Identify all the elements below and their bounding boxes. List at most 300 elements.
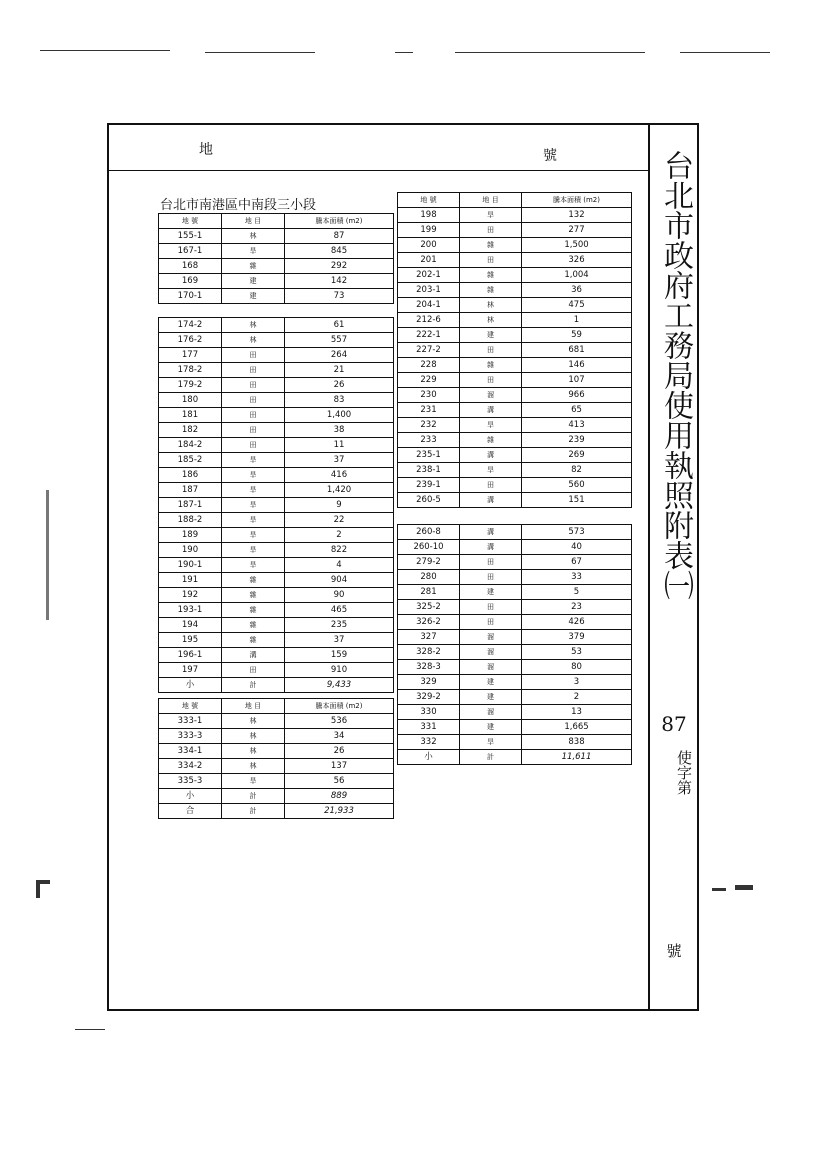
land-category-cell: 田 <box>460 600 522 615</box>
land-category-cell: 雜 <box>222 618 285 633</box>
area-cell: 61 <box>285 318 394 333</box>
land-table-a <box>158 213 394 304</box>
area-cell: 65 <box>522 403 632 418</box>
table-row <box>159 558 394 573</box>
area-cell: 426 <box>522 615 632 630</box>
area-cell: 67 <box>522 555 632 570</box>
lot-number-cell: 334-1 <box>159 744 222 759</box>
scan-artifact-line <box>455 52 645 53</box>
subtotal-row <box>398 750 632 765</box>
area-cell: 681 <box>522 343 632 358</box>
table-row <box>398 630 632 645</box>
table-row <box>159 438 394 453</box>
land-category-cell: 田 <box>222 408 285 423</box>
col-header-category: 地 目 <box>222 699 285 714</box>
land-category-cell: 旱 <box>222 543 285 558</box>
table-row <box>398 720 632 735</box>
license-number: 87 <box>661 712 687 736</box>
land-category-cell: 林 <box>222 318 285 333</box>
area-cell: 966 <box>522 388 632 403</box>
scan-artifact-mark <box>46 490 49 620</box>
area-cell: 838 <box>522 735 632 750</box>
area-cell: 33 <box>522 570 632 585</box>
table-row <box>398 373 632 388</box>
lot-number-cell: 小 <box>159 789 222 804</box>
area-cell: 80 <box>522 660 632 675</box>
table-row <box>398 690 632 705</box>
lot-number-cell: 227-2 <box>398 343 460 358</box>
license-suffix: 號 <box>666 942 682 960</box>
land-category-cell: 田 <box>460 343 522 358</box>
lot-number-cell: 228 <box>398 358 460 373</box>
land-category-cell: 旱 <box>222 513 285 528</box>
table-row <box>159 333 394 348</box>
col-header-lot: 地 號 <box>159 699 222 714</box>
land-category-cell: 計 <box>460 750 522 765</box>
area-cell: 1,500 <box>522 238 632 253</box>
table-row <box>398 298 632 313</box>
lot-number-cell: 203-1 <box>398 283 460 298</box>
table-row <box>398 238 632 253</box>
col-header-area: 騰本面積 (m2) <box>522 193 632 208</box>
land-category-cell: 溝 <box>460 493 522 508</box>
table-row <box>398 208 632 223</box>
lot-number-cell: 281 <box>398 585 460 600</box>
table-row <box>398 478 632 493</box>
area-cell: 269 <box>522 448 632 463</box>
area-cell: 59 <box>522 328 632 343</box>
area-cell: 536 <box>285 714 394 729</box>
lot-number-cell: 189 <box>159 528 222 543</box>
table-row <box>398 705 632 720</box>
land-category-cell: 田 <box>222 393 285 408</box>
area-cell: 560 <box>522 478 632 493</box>
area-cell: 21 <box>285 363 394 378</box>
land-category-cell: 田 <box>460 223 522 238</box>
table-row <box>159 244 394 259</box>
land-category-cell: 計 <box>222 789 285 804</box>
table-row <box>159 378 394 393</box>
area-cell: 1,665 <box>522 720 632 735</box>
land-table-d <box>397 192 632 508</box>
land-category-cell: 田 <box>222 363 285 378</box>
lot-number-cell: 326-2 <box>398 615 460 630</box>
area-cell: 1,420 <box>285 483 394 498</box>
area-cell: 11,611 <box>522 750 632 765</box>
area-cell: 465 <box>285 603 394 618</box>
scan-artifact-line <box>680 52 770 53</box>
lot-number-cell: 198 <box>398 208 460 223</box>
table-row <box>159 663 394 678</box>
lot-number-cell: 179-2 <box>159 378 222 393</box>
lot-number-cell: 328-2 <box>398 645 460 660</box>
land-category-cell: 溜 <box>460 705 522 720</box>
area-cell: 264 <box>285 348 394 363</box>
area-cell: 277 <box>522 223 632 238</box>
land-category-cell: 林 <box>460 313 522 328</box>
lot-number-cell: 333-3 <box>159 729 222 744</box>
table-row <box>398 463 632 478</box>
lot-number-cell: 178-2 <box>159 363 222 378</box>
land-category-cell: 溝 <box>460 525 522 540</box>
land-category-cell: 雜 <box>222 633 285 648</box>
lot-number-cell: 260-8 <box>398 525 460 540</box>
lot-number-cell: 230 <box>398 388 460 403</box>
area-cell: 26 <box>285 744 394 759</box>
area-cell: 40 <box>522 540 632 555</box>
area-cell: 3 <box>522 675 632 690</box>
land-category-cell: 雜 <box>460 433 522 448</box>
land-category-cell: 溜 <box>460 388 522 403</box>
area-cell: 379 <box>522 630 632 645</box>
table-row <box>159 483 394 498</box>
land-category-cell: 建 <box>460 690 522 705</box>
land-category-cell: 雜 <box>460 238 522 253</box>
area-cell: 56 <box>285 774 394 789</box>
lot-number-cell: 279-2 <box>398 555 460 570</box>
header-right-label: 號 <box>543 148 557 164</box>
lot-number-cell: 212-6 <box>398 313 460 328</box>
table-row <box>159 468 394 483</box>
land-category-cell: 林 <box>222 759 285 774</box>
lot-number-cell: 238-1 <box>398 463 460 478</box>
land-category-cell: 旱 <box>222 453 285 468</box>
area-cell: 557 <box>285 333 394 348</box>
lot-number-cell: 185-2 <box>159 453 222 468</box>
area-cell: 13 <box>522 705 632 720</box>
subtotal-row <box>159 789 394 804</box>
lot-number-cell: 202-1 <box>398 268 460 283</box>
lot-number-cell: 201 <box>398 253 460 268</box>
table-row <box>159 229 394 244</box>
lot-number-cell: 197 <box>159 663 222 678</box>
land-category-cell: 田 <box>460 555 522 570</box>
table-row <box>398 418 632 433</box>
land-category-cell: 溜 <box>460 645 522 660</box>
lot-number-cell: 280 <box>398 570 460 585</box>
lot-number-cell: 260-5 <box>398 493 460 508</box>
table-row <box>159 648 394 663</box>
land-category-cell: 溝 <box>222 648 285 663</box>
land-category-cell: 建 <box>222 274 285 289</box>
area-cell: 107 <box>522 373 632 388</box>
subtotal-row <box>159 678 394 693</box>
table-row <box>159 774 394 789</box>
table-row <box>398 600 632 615</box>
land-category-cell: 旱 <box>460 735 522 750</box>
land-category-cell: 計 <box>222 804 285 819</box>
land-category-cell: 雜 <box>460 358 522 373</box>
lot-number-cell: 167-1 <box>159 244 222 259</box>
lot-number-cell: 187 <box>159 483 222 498</box>
lot-number-cell: 169 <box>159 274 222 289</box>
area-cell: 23 <box>522 600 632 615</box>
area-cell: 36 <box>522 283 632 298</box>
area-cell: 87 <box>285 229 394 244</box>
table-row <box>159 348 394 363</box>
table-row <box>398 525 632 540</box>
area-cell: 146 <box>522 358 632 373</box>
header-left-label: 地 <box>199 142 213 158</box>
lot-number-cell: 329-2 <box>398 690 460 705</box>
table-row <box>159 498 394 513</box>
total-row <box>159 804 394 819</box>
table-row <box>159 729 394 744</box>
land-category-cell: 旱 <box>222 498 285 513</box>
land-category-cell: 林 <box>222 729 285 744</box>
lot-number-cell: 333-1 <box>159 714 222 729</box>
table-row <box>159 393 394 408</box>
area-cell: 9,433 <box>285 678 394 693</box>
area-cell: 159 <box>285 648 394 663</box>
table-row <box>159 289 394 304</box>
land-category-cell: 田 <box>222 663 285 678</box>
table-row <box>398 268 632 283</box>
area-cell: 1,004 <box>522 268 632 283</box>
area-cell: 34 <box>285 729 394 744</box>
table-row <box>398 493 632 508</box>
area-cell: 22 <box>285 513 394 528</box>
lot-number-cell: 180 <box>159 393 222 408</box>
area-cell: 475 <box>522 298 632 313</box>
area-cell: 416 <box>285 468 394 483</box>
table-row <box>398 328 632 343</box>
land-category-cell: 溝 <box>460 540 522 555</box>
lot-number-cell: 168 <box>159 259 222 274</box>
table-row <box>159 633 394 648</box>
area-cell: 2 <box>285 528 394 543</box>
land-category-cell: 建 <box>222 289 285 304</box>
area-cell: 90 <box>285 588 394 603</box>
land-category-cell: 田 <box>222 423 285 438</box>
section-title: 台北市南港區中南段三小段 <box>160 198 317 213</box>
frame-divider-vertical <box>648 123 650 1011</box>
scan-artifact-line <box>75 1029 105 1030</box>
table-row <box>398 223 632 238</box>
table-row <box>159 603 394 618</box>
land-category-cell: 溝 <box>460 403 522 418</box>
land-table-e <box>397 524 632 765</box>
lot-number-cell: 328-3 <box>398 660 460 675</box>
area-cell: 142 <box>285 274 394 289</box>
land-category-cell: 雜 <box>222 573 285 588</box>
area-cell: 5 <box>522 585 632 600</box>
area-cell: 11 <box>285 438 394 453</box>
lot-number-cell: 229 <box>398 373 460 388</box>
license-prefix: 使字第 <box>675 750 693 795</box>
lot-number-cell: 204-1 <box>398 298 460 313</box>
land-category-cell: 建 <box>460 720 522 735</box>
table-row <box>159 759 394 774</box>
area-cell: 1,400 <box>285 408 394 423</box>
land-table-c <box>158 698 394 819</box>
table-row <box>159 408 394 423</box>
table-row <box>159 573 394 588</box>
table-row <box>398 283 632 298</box>
area-cell: 83 <box>285 393 394 408</box>
table-row <box>159 714 394 729</box>
table-row <box>398 675 632 690</box>
table-row <box>398 403 632 418</box>
area-cell: 151 <box>522 493 632 508</box>
scan-artifact-line <box>205 52 315 53</box>
land-category-cell: 建 <box>460 675 522 690</box>
lot-number-cell: 325-2 <box>398 600 460 615</box>
col-header-area: 騰本面積 (m2) <box>285 214 394 229</box>
lot-number-cell: 191 <box>159 573 222 588</box>
land-category-cell: 旱 <box>460 463 522 478</box>
lot-number-cell: 184-2 <box>159 438 222 453</box>
table-row <box>159 618 394 633</box>
table-row <box>398 313 632 328</box>
table-row <box>159 363 394 378</box>
area-cell: 326 <box>522 253 632 268</box>
land-category-cell: 田 <box>222 438 285 453</box>
area-cell: 822 <box>285 543 394 558</box>
table-row <box>398 358 632 373</box>
lot-number-cell: 188-2 <box>159 513 222 528</box>
lot-number-cell: 196-1 <box>159 648 222 663</box>
land-category-cell: 計 <box>222 678 285 693</box>
table-row <box>398 540 632 555</box>
land-category-cell: 雜 <box>460 268 522 283</box>
table-row <box>159 513 394 528</box>
lot-number-cell: 193-1 <box>159 603 222 618</box>
area-cell: 845 <box>285 244 394 259</box>
lot-number-cell: 232 <box>398 418 460 433</box>
area-cell: 9 <box>285 498 394 513</box>
lot-number-cell: 192 <box>159 588 222 603</box>
land-category-cell: 田 <box>460 253 522 268</box>
col-header-lot: 地 號 <box>159 214 222 229</box>
lot-number-cell: 小 <box>159 678 222 693</box>
col-header-area: 騰本面積 (m2) <box>285 699 394 714</box>
area-cell: 2 <box>522 690 632 705</box>
table-row <box>159 543 394 558</box>
lot-number-cell: 233 <box>398 433 460 448</box>
lot-number-cell: 335-3 <box>159 774 222 789</box>
lot-number-cell: 194 <box>159 618 222 633</box>
scan-artifact-line <box>40 50 170 51</box>
land-category-cell: 雜 <box>460 283 522 298</box>
lot-number-cell: 200 <box>398 238 460 253</box>
lot-number-cell: 177 <box>159 348 222 363</box>
land-category-cell: 林 <box>460 298 522 313</box>
lot-number-cell: 327 <box>398 630 460 645</box>
lot-number-cell: 170-1 <box>159 289 222 304</box>
area-cell: 132 <box>522 208 632 223</box>
land-category-cell: 旱 <box>222 558 285 573</box>
scan-artifact-line <box>395 52 413 53</box>
land-category-cell: 建 <box>460 328 522 343</box>
lot-number-cell: 332 <box>398 735 460 750</box>
table-row <box>159 274 394 289</box>
table-row <box>159 528 394 543</box>
land-category-cell: 田 <box>222 378 285 393</box>
lot-number-cell: 329 <box>398 675 460 690</box>
lot-number-cell: 231 <box>398 403 460 418</box>
table-row <box>159 744 394 759</box>
table-row <box>398 585 632 600</box>
vertical-title: 台北市政府工務局使用執照附表㈠ <box>658 150 693 600</box>
scan-artifact-mark <box>712 888 726 891</box>
land-category-cell: 林 <box>222 333 285 348</box>
lot-number-cell: 174-2 <box>159 318 222 333</box>
area-cell: 82 <box>522 463 632 478</box>
land-category-cell: 旱 <box>460 418 522 433</box>
land-category-cell: 田 <box>460 478 522 493</box>
lot-number-cell: 260-10 <box>398 540 460 555</box>
lot-number-cell: 190-1 <box>159 558 222 573</box>
land-category-cell: 旱 <box>222 774 285 789</box>
lot-number-cell: 181 <box>159 408 222 423</box>
area-cell: 53 <box>522 645 632 660</box>
table-row <box>159 453 394 468</box>
area-cell: 21,933 <box>285 804 394 819</box>
lot-number-cell: 合 <box>159 804 222 819</box>
area-cell: 37 <box>285 633 394 648</box>
land-category-cell: 林 <box>222 744 285 759</box>
col-header-category: 地 目 <box>460 193 522 208</box>
lot-number-cell: 199 <box>398 223 460 238</box>
scan-artifact-mark <box>40 880 50 884</box>
area-cell: 889 <box>285 789 394 804</box>
lot-number-cell: 190 <box>159 543 222 558</box>
lot-number-cell: 186 <box>159 468 222 483</box>
lot-number-cell: 195 <box>159 633 222 648</box>
area-cell: 38 <box>285 423 394 438</box>
lot-number-cell: 222-1 <box>398 328 460 343</box>
land-category-cell: 雜 <box>222 603 285 618</box>
land-category-cell: 林 <box>222 714 285 729</box>
land-category-cell: 旱 <box>222 244 285 259</box>
table-row <box>159 423 394 438</box>
lot-number-cell: 239-1 <box>398 478 460 493</box>
area-cell: 4 <box>285 558 394 573</box>
table-row <box>398 570 632 585</box>
land-category-cell: 溜 <box>460 630 522 645</box>
land-category-cell: 旱 <box>460 208 522 223</box>
table-row <box>398 448 632 463</box>
land-table-b <box>158 317 394 693</box>
lot-number-cell: 182 <box>159 423 222 438</box>
land-category-cell: 林 <box>222 229 285 244</box>
land-category-cell: 田 <box>460 373 522 388</box>
area-cell: 1 <box>522 313 632 328</box>
scan-artifact-mark <box>735 885 753 890</box>
land-category-cell: 田 <box>222 348 285 363</box>
table-row <box>159 259 394 274</box>
table-row <box>398 735 632 750</box>
col-header-category: 地 目 <box>222 214 285 229</box>
area-cell: 235 <box>285 618 394 633</box>
table-row <box>398 343 632 358</box>
area-cell: 239 <box>522 433 632 448</box>
table-row <box>159 588 394 603</box>
lot-number-cell: 187-1 <box>159 498 222 513</box>
lot-number-cell: 176-2 <box>159 333 222 348</box>
lot-number-cell: 330 <box>398 705 460 720</box>
area-cell: 904 <box>285 573 394 588</box>
land-category-cell: 溝 <box>460 448 522 463</box>
lot-number-cell: 334-2 <box>159 759 222 774</box>
area-cell: 137 <box>285 759 394 774</box>
land-category-cell: 旱 <box>222 483 285 498</box>
area-cell: 292 <box>285 259 394 274</box>
table-row <box>398 433 632 448</box>
land-category-cell: 田 <box>460 570 522 585</box>
lot-number-cell: 小 <box>398 750 460 765</box>
